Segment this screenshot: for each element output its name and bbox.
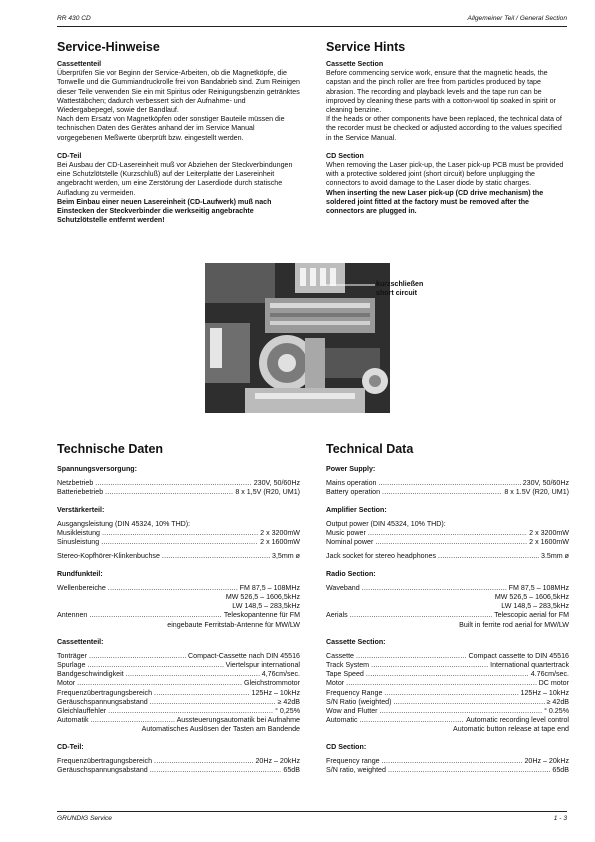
photo-caption-en: short circuit [376, 289, 417, 297]
radio-heading-en: Radio Section: [326, 569, 376, 578]
spec-row: Bandgeschwindigkeit ..... 4,76cm/sec. [57, 670, 300, 679]
spec-row: Frequency Range ..... 125Hz – 10kHz [326, 689, 569, 698]
spec-row: Music power ..... 2 x 3200mW [326, 529, 569, 538]
cd-warning-en: When inserting the new Laser pick-up (CD drive mechanism) the soldered joint fitted at the factory must be removed after the connectors are plugged in. [326, 188, 544, 216]
spec-row: Jack socket for stereo headphones ..... 3.5mm ø [326, 552, 569, 561]
spec-row: Antennen ..... Teleskopantenne für FM [57, 611, 300, 620]
spec-row: Tonträger ..... Compact-Cassette nach DIN 45516 [57, 652, 300, 661]
cd-text-de: Bei Ausbau der CD-Lasereinheit muß vor Abziehen der Steckverbindungen eine Schutzlötstelle (Kurzschluß) auf der Leiterplatte der Lasereinheit angebracht werden, um eine Zerstörung der Laserdiode durch statische Aufladung zu vermeiden. [57, 161, 293, 197]
tech-data-de [57, 442, 300, 775]
spec-continuation: Automatisches Auslösen der Tasten am Bandende [141, 725, 300, 734]
spec-row: Tape Speed ..... 4.76cm/sec. [326, 670, 569, 679]
cassette-text-de: Überprüfen Sie vor Beginn der Service-Arbeiten, ob die Magnetköpfe, die Tonwelle und die Gummiandruckrolle frei von Bandabrieb sind. Zum Reinigen dieser Teile verwenden Sie ein mit Spiritus oder Reinigungsbenzin getränktes Wattestäbchen; dadurch verbessert sich der Aufnahme- und Wiedergabepegel, sowie der Bandlauf. [57, 69, 300, 115]
spec-row: Geräuschspannungsabstand ..... ≥ 42dB [57, 698, 300, 707]
tech-data-en-title: Technical Data [326, 442, 414, 456]
tech-data-de-title: Technische Daten [57, 442, 164, 456]
spec-row: Aerials ..... Telescopic aerial for FM [326, 611, 569, 620]
photo-caption [376, 280, 423, 298]
cd-spec-heading-en: CD Section: [326, 742, 367, 751]
spec-continuation: eingebaute Ferritstab-Antenne für MW/LW [167, 620, 300, 629]
cassette-heading-en: Cassette Section [326, 60, 384, 68]
photo-caption-de: kurzschließen [376, 280, 424, 288]
cassette-text2-en: If the heads or other components have been replaced, the technical data of the recorder must be checked or adjusted according to the values specified in the Service Manual. [326, 115, 562, 142]
spec-row: S/N Ratio (weighted) ..... ≥ 42dB [326, 698, 569, 707]
cassette-spec-heading-de: Cassettenteil: [57, 637, 104, 646]
cassette-spec-heading-en: Cassette Section: [326, 637, 386, 646]
spec-row: Musikleistung ..... 2 x 3200mW [57, 529, 300, 538]
service-hints-de-title: Service-Hinweise [57, 40, 160, 54]
cassette-text2-de: Nach dem Ersatz von Magnetköpfen oder sonstiger Bauteile müssen die technischen Daten des Gerätes anhand der im Service Manual vorgegebenen Meßwerte überprüft bzw. eingestellt werden. [57, 115, 285, 142]
spec-row: Wow and Flutter ..... ° 0.25% [326, 707, 569, 716]
spec-continuation: Built in ferrite rod aerial for MW/LW [459, 620, 569, 629]
spec-row: Netzbetrieb ..... 230V, 50/60Hz [57, 479, 300, 488]
spec-row: Nominal power ..... 2 x 1600mW [326, 538, 569, 547]
spec-row: Motor ..... Gleichstrommotor [57, 679, 300, 688]
spec-continuation: Automatic button release at tape end [453, 725, 569, 734]
spec-continuation: MW 526,5 – 1606,5kHz [494, 592, 569, 601]
spec-row: Geräuschspannungsabstand ..... 65dB [57, 766, 300, 775]
spec-row: Automatik ..... Aussteuerungsautomatik bei Aufnahme [57, 716, 300, 725]
cassette-text-en: Before commencing service work, ensure that the magnetic heads, the capstan and the pinch roller are free from particles produced by tape abrasion. The recording and playback levels and the tape run can be improved by cleaning these parts with a cotton-wool tip soaked in spirit or cleaning benzine. [326, 69, 556, 115]
spec-continuation: LW 148,5 – 283,5kHz [232, 602, 300, 611]
amp-heading-de: Verstärkerteil: [57, 505, 105, 514]
page-header [57, 12, 567, 27]
amp-heading-en: Amplifier Section: [326, 505, 387, 514]
amp-note-de: Ausgangsleistung (DIN 45324, 10% THD): [57, 519, 191, 528]
spec-row: Frequenzübertragungsbereich ..... 125Hz – 10kHz [57, 689, 300, 698]
section-name: Allgemeiner Teil / General Section [467, 15, 567, 22]
spec-continuation: MW 526,5 – 1606,5kHz [225, 592, 300, 601]
service-hints-en-title: Service Hints [326, 40, 406, 54]
power-heading-en: Power Supply: [326, 465, 376, 473]
laser-pickup-photo [205, 263, 390, 413]
brand-label: GRUNDIG Service [57, 815, 112, 822]
spec-continuation: LW 148,5 – 283,5kHz [501, 602, 569, 611]
spec-row: Track System ..... International quartertrack [326, 661, 569, 670]
spec-row: Frequenzübertragungsbereich ..... 20Hz – 20kHz [57, 757, 300, 766]
spec-row: Batteriebetrieb ..... 8 x 1,5V (R20, UM1) [57, 488, 300, 497]
spec-row: Motor ..... DC motor [326, 679, 569, 688]
spec-row: S/N ratio, weighted ..... 65dB [326, 766, 569, 775]
power-heading-de: Spannungsversorgung: [57, 465, 138, 473]
cd-heading-en: CD Section [326, 151, 364, 160]
cassette-heading-de: Cassettenteil [57, 60, 102, 68]
radio-heading-de: Rundfunkteil: [57, 569, 103, 578]
cd-spec-heading-de: CD-Teil: [57, 742, 84, 751]
spec-row: Wellenbereiche ..... FM 87,5 – 108MHz [57, 584, 300, 593]
spec-row: Mains operation ..... 230V, 50/60Hz [326, 479, 569, 488]
spec-row: Automatic ..... Automatic recording level control [326, 716, 569, 725]
service-hints-en [326, 40, 569, 216]
spec-row: Sinusleistung ..... 2 x 1600mW [57, 538, 300, 547]
page-number: 1 - 3 [553, 815, 567, 822]
cd-text-en: When removing the Laser pick-up, the Laser pick-up PCB must be provided with a protective soldered joint (short circuit) before unplugging the connectors to avoid damage to the Laser diode by static charges. [326, 161, 564, 188]
service-hints-de [57, 40, 300, 225]
model-name: RR 430 CD [57, 15, 91, 22]
spec-row: Stereo-Kopfhörer-Klinkenbuchse ..... 3,5mm ø [57, 552, 300, 561]
spec-row: Cassette ..... Compact cassette to DIN 45516 [326, 652, 569, 661]
spec-row: Waveband ..... FM 87,5 – 108MHz [326, 584, 569, 593]
cd-warning-de: Beim Einbau einer neuen Lasereinheit (CD-Laufwerk) muß nach Einstecken der Steckverbinder die werkseitig angebrachte Schutzlötstelle entfernt werden! [57, 197, 272, 225]
amp-note-en: Output power (DIN 45324, 10% THD): [326, 519, 446, 528]
cd-heading-de: CD-Teil [57, 151, 82, 160]
spec-row: Battery operation ..... 8 x 1.5V (R20, UM1) [326, 488, 569, 497]
spec-row: Frequency range ..... 20Hz – 20kHz [326, 757, 569, 766]
tech-data-en [326, 442, 569, 775]
page-footer [57, 811, 567, 824]
spec-row: Spurlage ..... Viertelspur international [57, 661, 300, 670]
spec-row: Gleichlauffehler ..... ° 0,25% [57, 707, 300, 716]
